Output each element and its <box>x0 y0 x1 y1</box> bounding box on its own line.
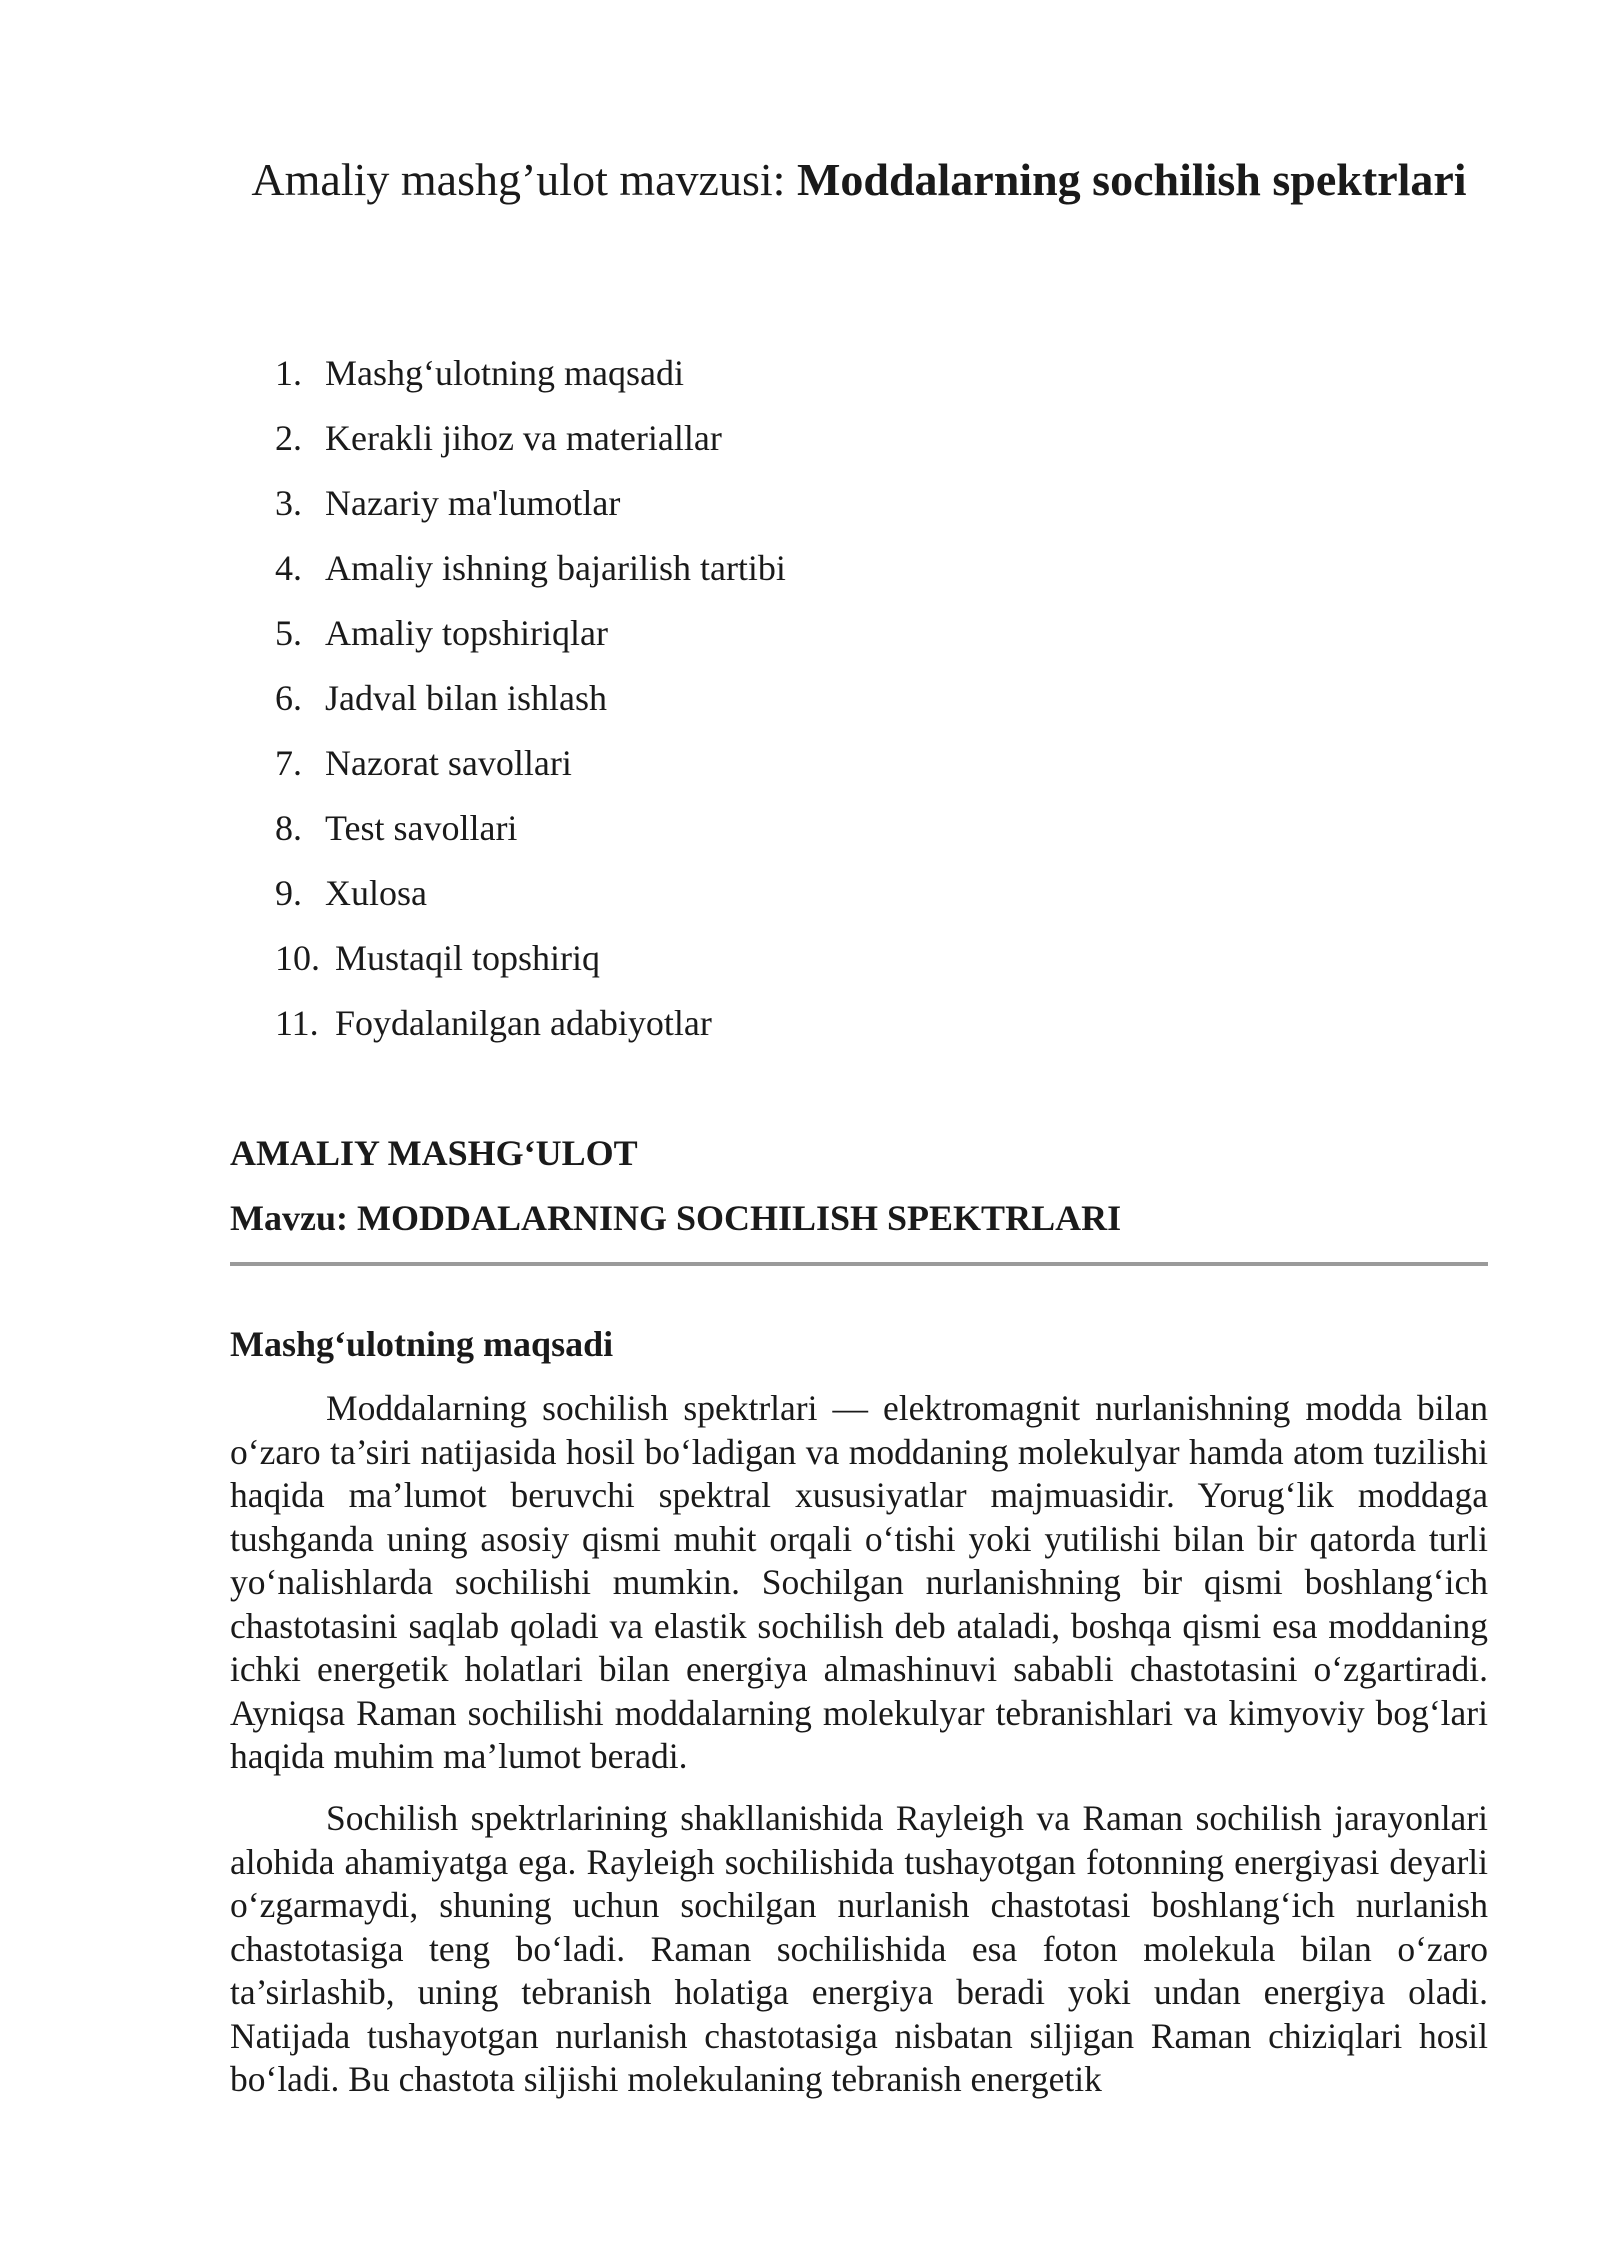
toc-item <box>275 606 786 671</box>
toc-item-number: 2. <box>275 418 302 458</box>
toc-item-label: Kerakli jihoz va materiallar <box>325 418 722 458</box>
toc-item-label: Nazariy ma'lumotlar <box>325 483 621 523</box>
toc-item-label: Jadval bilan ishlash <box>325 678 607 718</box>
toc-item-number: 8. <box>275 808 302 848</box>
toc-item <box>275 736 786 801</box>
toc-item <box>275 866 786 931</box>
toc-item <box>275 801 786 866</box>
body-paragraph: Moddalarning sochilish spektrlari — elektromagnit nurlanishning modda bilan o‘zaro ta’siri natijasida hosil bo‘ladigan va moddaning molekulyar hamda atom tuzilishi haqida ma’lumot beruvchi spektral xususiyatlar majmuasidir. Yorug‘lik moddaga tushganda uning asosiy qismi muhit orqali o‘tishi yoki yutilishi bilan bir qatorda turli yo‘nalishlarda sochilishi mumkin. Sochilgan nurlanishning bir qismi boshlang‘ich chastotasini saqlab qoladi va elastik sochilish deb ataladi, boshqa qismi esa moddaning ichki energetik holatlari bilan energiya almashinuvi sababli chastotasini o‘zgartiradi. Ayniqsa Raman sochilishi moddalarning molekulyar tebranishlari va kimyoviy bog‘lari haqida muhim ma’lumot beradi. <box>230 1388 1488 1776</box>
toc-item <box>275 541 786 606</box>
section-topic: Mavzu: MODDALARNING SOCHILISH SPEKTRLARI <box>230 1198 1122 1238</box>
toc-item-number: 10. <box>275 938 320 978</box>
toc-item-number: 3. <box>275 483 302 523</box>
toc-item-label: Nazorat savollari <box>325 743 572 783</box>
body-paragraph: Sochilish spektrlarining shakllanishida Rayleigh va Raman sochilish jarayonlari alohida ahamiyatga ega. Rayleigh sochilishida tushayotgan fotonning energiyasi deyarli o‘zgarmaydi, shuning uchun sochilgan nurlanish chastotasi boshlang‘ich nurlanish chastotasiga teng bo‘ladi. Raman sochilishida esa foton molekula bilan o‘zaro ta’sirlashib, uning tebranish holatiga energiya beradi yoki undan energiya oladi. Natijada tushayotgan nurlanish chastotasiga nisbatan siljigan Raman chiziqlari hosil bo‘ladi. Bu chastota siljishi molekulaning tebranish energetik <box>230 1798 1488 2099</box>
toc-item-label: Test savollari <box>325 808 518 848</box>
toc-item-number: 11. <box>275 1003 319 1043</box>
page-title <box>230 152 1488 208</box>
toc-item <box>275 346 786 411</box>
toc-item <box>275 476 786 541</box>
title-topic: Moddalarning sochilish spektrlari <box>796 154 1467 205</box>
toc-item-number: 6. <box>275 678 302 718</box>
toc-item-label: Foydalanilgan adabiyotlar <box>335 1003 712 1043</box>
toc-item-label: Mashg‘ulotning maqsadi <box>325 353 684 393</box>
toc-item <box>275 996 786 1061</box>
toc-item-number: 5. <box>275 613 302 653</box>
table-of-contents <box>275 346 786 1061</box>
toc-item <box>275 671 786 736</box>
toc-item <box>275 931 786 996</box>
toc-item-label: Amaliy topshiriqlar <box>325 613 608 653</box>
toc-item-number: 1. <box>275 353 302 393</box>
toc-item-number: 7. <box>275 743 302 783</box>
toc-item-label: Amaliy ishning bajarilish tartibi <box>325 548 786 588</box>
toc-item-label: Xulosa <box>325 873 427 913</box>
title-prefix: Amaliy mashg’ulot mavzusi: <box>251 154 797 205</box>
horizontal-divider <box>230 1262 1488 1266</box>
toc-item-label: Mustaqil topshiriq <box>335 938 601 978</box>
goal-heading: Mashg‘ulotning maqsadi <box>230 1324 614 1364</box>
toc-item-number: 4. <box>275 548 302 588</box>
toc-item-number: 9. <box>275 873 302 913</box>
toc-item <box>275 411 786 476</box>
section-heading: AMALIY MASHG‘ULOT <box>230 1133 638 1173</box>
